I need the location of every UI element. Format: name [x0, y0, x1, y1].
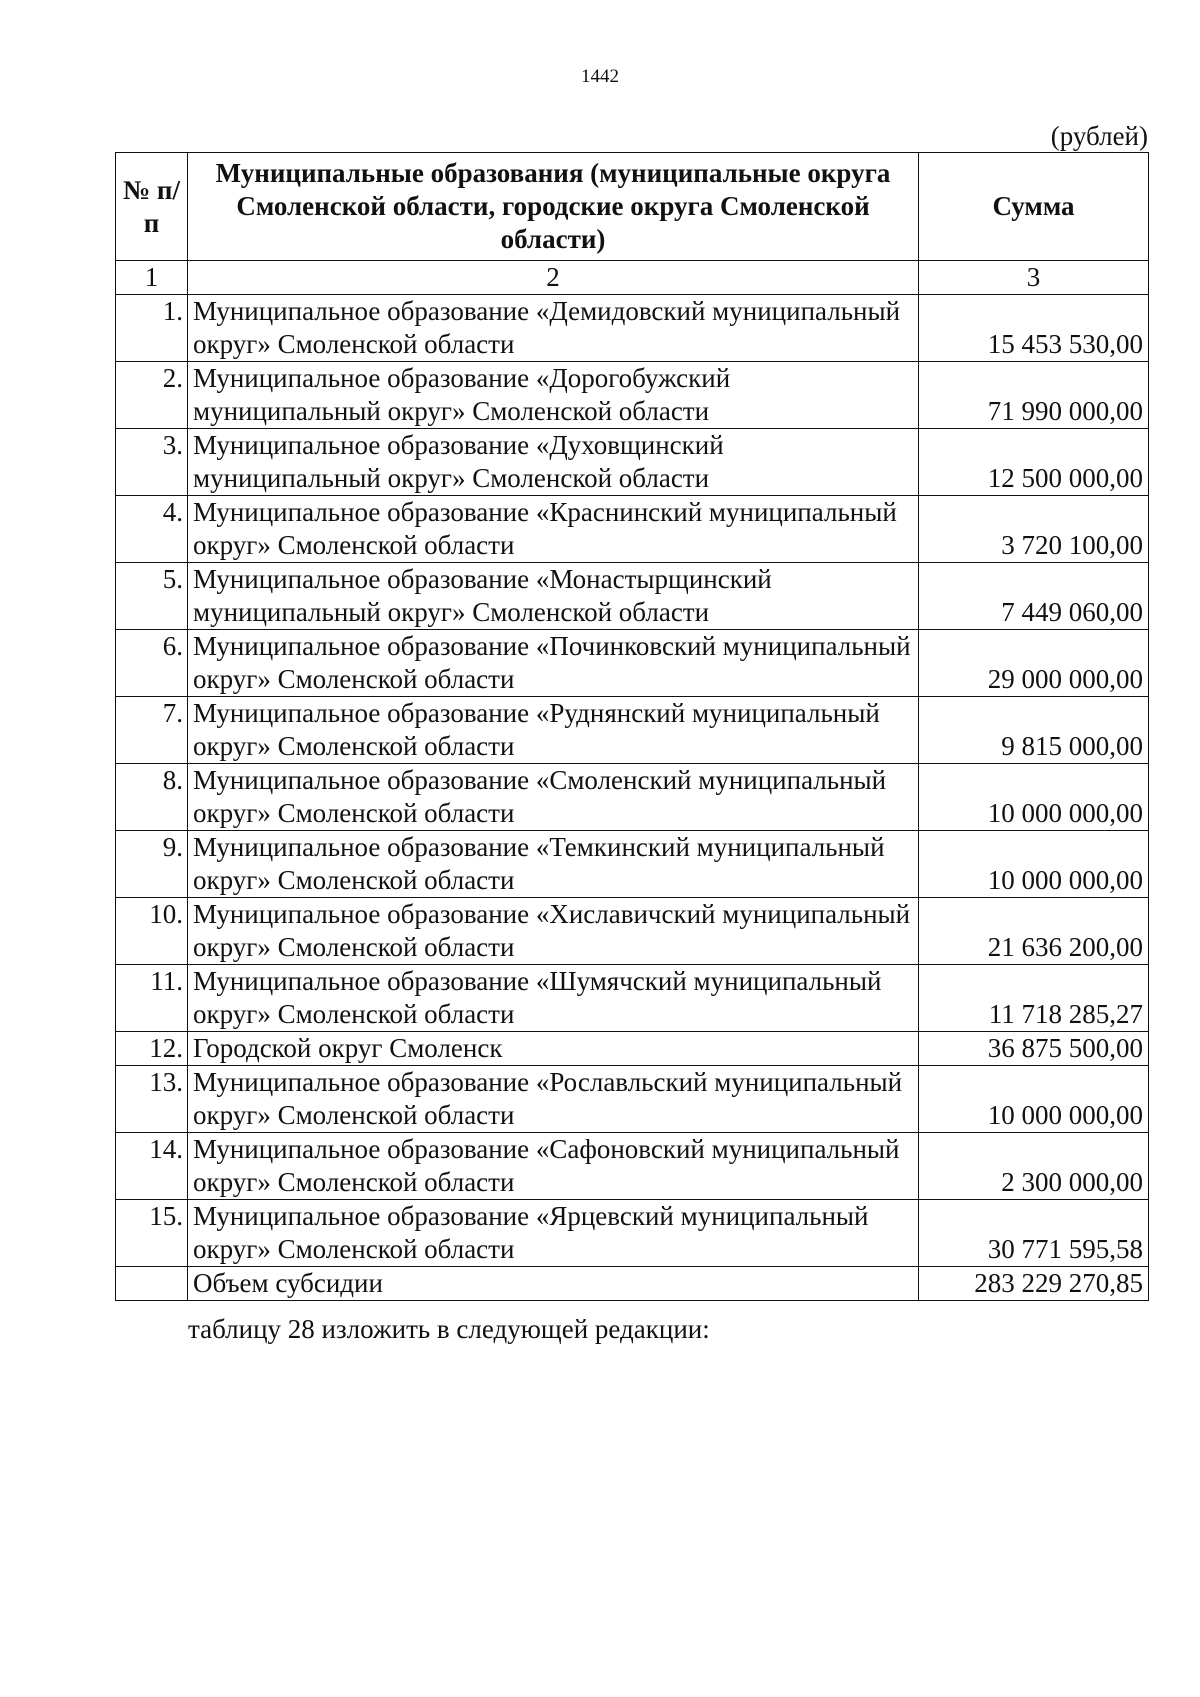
table-row — [116, 1032, 1149, 1066]
municipality-name: Муниципальное образование «Рославльский муниципальный округ» Смоленской области — [188, 1066, 919, 1133]
table-row — [116, 764, 1149, 831]
header-name: Муниципальные образования (муниципальные округа Смоленской области, городские округа Смоленской области) — [188, 153, 919, 261]
table-row — [116, 563, 1149, 630]
column-number: 2 — [188, 261, 919, 295]
row-number: 15. — [116, 1200, 188, 1267]
row-number: 7. — [116, 697, 188, 764]
amount: 10 000 000,00 — [919, 831, 1149, 898]
row-number: 12. — [116, 1032, 188, 1066]
amount: 11 718 285,27 — [919, 965, 1149, 1032]
row-number: 9. — [116, 831, 188, 898]
amount: 3 720 100,00 — [919, 496, 1149, 563]
header-sum: Сумма — [919, 153, 1149, 261]
page-number: 1442 — [581, 66, 619, 87]
row-number: 10. — [116, 898, 188, 965]
municipality-name: Муниципальное образование «Духовщинский муниципальный округ» Смоленской области — [188, 429, 919, 496]
table-row — [116, 1133, 1149, 1200]
column-number: 1 — [116, 261, 188, 295]
amount: 10 000 000,00 — [919, 1066, 1149, 1133]
table-row — [116, 362, 1149, 429]
table-row — [116, 1066, 1149, 1133]
amount: 30 771 595,58 — [919, 1200, 1149, 1267]
row-number: 8. — [116, 764, 188, 831]
table-row — [116, 295, 1149, 362]
municipality-name: Муниципальное образование «Дорогобужский муниципальный округ» Смоленской области — [188, 362, 919, 429]
amount: 2 300 000,00 — [919, 1133, 1149, 1200]
table-row — [116, 496, 1149, 563]
municipality-name: Муниципальное образование «Демидовский муниципальный округ» Смоленской области — [188, 295, 919, 362]
total-num-cell — [116, 1267, 188, 1301]
municipality-name: Городской округ Смоленск — [188, 1032, 919, 1066]
amount: 7 449 060,00 — [919, 563, 1149, 630]
total-label: Объем субсидии — [188, 1267, 919, 1301]
municipality-name: Муниципальное образование «Хиславичский муниципальный округ» Смоленской области — [188, 898, 919, 965]
row-number: 14. — [116, 1133, 188, 1200]
table-row — [116, 831, 1149, 898]
municipality-name: Муниципальное образование «Сафоновский муниципальный округ» Смоленской области — [188, 1133, 919, 1200]
amount: 10 000 000,00 — [919, 764, 1149, 831]
municipality-name: Муниципальное образование «Краснинский муниципальный округ» Смоленской области — [188, 496, 919, 563]
row-number: 13. — [116, 1066, 188, 1133]
table-row — [116, 1200, 1149, 1267]
row-number: 1. — [116, 295, 188, 362]
municipality-name: Муниципальное образование «Шумячский муниципальный округ» Смоленской области — [188, 965, 919, 1032]
amount: 21 636 200,00 — [919, 898, 1149, 965]
row-number: 11. — [116, 965, 188, 1032]
total-amount: 283 229 270,85 — [919, 1267, 1149, 1301]
amount: 15 453 530,00 — [919, 295, 1149, 362]
table-header-row — [116, 153, 1149, 261]
municipality-name: Муниципальное образование «Темкинский муниципальный округ» Смоленской области — [188, 831, 919, 898]
amount: 71 990 000,00 — [919, 362, 1149, 429]
municipality-name: Муниципальное образование «Ярцевский муниципальный округ» Смоленской области — [188, 1200, 919, 1267]
following-instruction-text: таблицу 28 изложить в следующей редакции: — [188, 1314, 710, 1344]
row-number: 5. — [116, 563, 188, 630]
municipality-name: Муниципальное образование «Монастырщинский муниципальный округ» Смоленской области — [188, 563, 919, 630]
amount: 29 000 000,00 — [919, 630, 1149, 697]
units-label: (рублей) — [1050, 121, 1148, 151]
total-row — [116, 1267, 1149, 1301]
amount: 12 500 000,00 — [919, 429, 1149, 496]
header-num: № п/п — [116, 153, 188, 261]
table-row — [116, 965, 1149, 1032]
subsidy-table — [115, 152, 1149, 1301]
amount: 9 815 000,00 — [919, 697, 1149, 764]
municipality-name: Муниципальное образование «Смоленский муниципальный округ» Смоленской области — [188, 764, 919, 831]
row-number: 3. — [116, 429, 188, 496]
column-number: 3 — [919, 261, 1149, 295]
column-number-row — [116, 261, 1149, 295]
row-number: 4. — [116, 496, 188, 563]
row-number: 6. — [116, 630, 188, 697]
amount: 36 875 500,00 — [919, 1032, 1149, 1066]
table-row — [116, 697, 1149, 764]
municipality-name: Муниципальное образование «Починковский муниципальный округ» Смоленской области — [188, 630, 919, 697]
table-row — [116, 630, 1149, 697]
table-row — [116, 898, 1149, 965]
row-number: 2. — [116, 362, 188, 429]
municipality-name: Муниципальное образование «Руднянский муниципальный округ» Смоленской области — [188, 697, 919, 764]
table-row — [116, 429, 1149, 496]
